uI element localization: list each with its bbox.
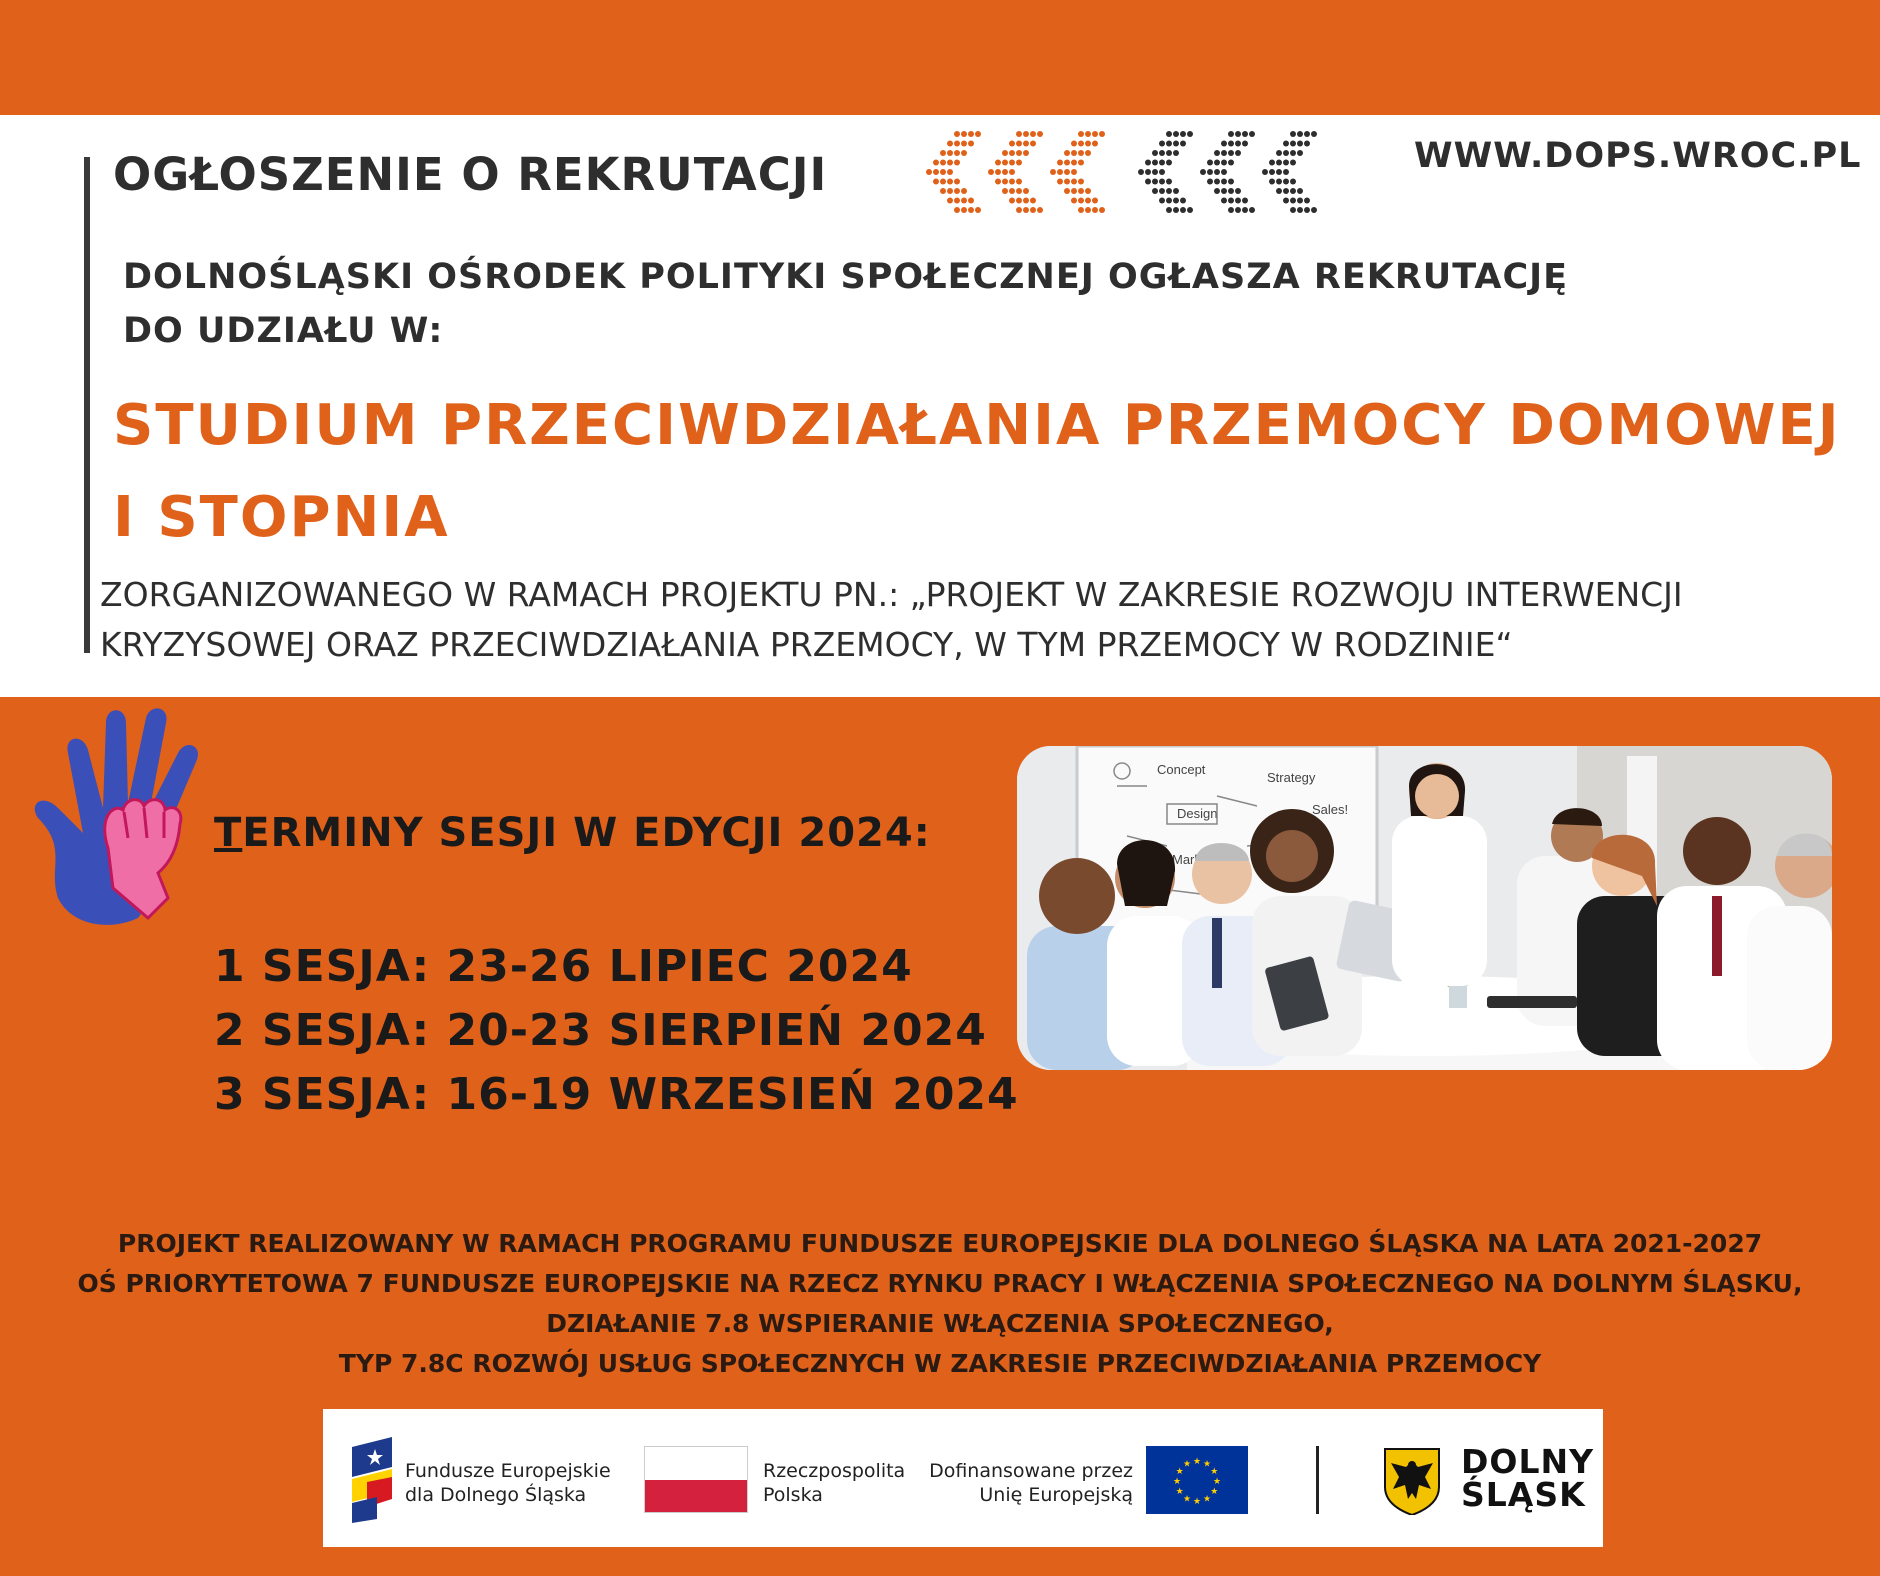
project-line: ZORGANIZOWANEGO W RAMACH PROJEKTU PN.: „PROJEKT W ZAKRESIE ROZWOJU INTERWENCJI — [100, 575, 1683, 614]
program-line: TYP 7.8C ROZWÓJ USŁUG SPOŁECZNYCH W ZAKRESIE PRZECIWDZIAŁANIA PRZEMOCY — [338, 1349, 1542, 1378]
program-line: OŚ PRIORYTETOWA 7 FUNDUSZE EUROPEJSKIE NA RZECZ RYNKU PRACY I WŁĄCZENIA SPOŁECZNEGO NA DOLNYM ŚLĄSKU, — [77, 1269, 1803, 1298]
intro-line: DOLNOŚLĄSKI OŚRODEK POLITYKI SPOŁECZNEJ OGŁASZA REKRUTACJĘ — [123, 257, 1569, 297]
dolny-slask-logo-text — [1461, 1442, 1594, 1514]
dotted-chevrons-icon — [925, 128, 1330, 218]
meeting-illustration — [1017, 746, 1832, 1070]
eu-line: Unię Europejską — [979, 1484, 1133, 1506]
session-item: 3 SESJA: 16-19 WRZESIEŃ 2024 — [214, 1069, 1019, 1120]
svg-text:★: ★ — [1192, 1497, 1202, 1507]
svg-text:★: ★ — [1175, 1467, 1184, 1477]
rp-line: Rzeczpospolita — [763, 1460, 906, 1482]
svg-text:★: ★ — [1212, 1477, 1222, 1487]
sessions-list — [214, 935, 1019, 1127]
intro-text — [123, 250, 1568, 358]
project-description — [100, 570, 1683, 670]
program-info — [0, 1224, 1880, 1384]
svg-text:★: ★ — [1172, 1477, 1182, 1487]
ds-line: ŚLĄSK — [1461, 1475, 1586, 1514]
eu-line: Dofinansowane przez — [929, 1460, 1133, 1482]
whiteboard-word: Sales! — [1312, 802, 1349, 817]
rp-logo-text — [763, 1459, 905, 1507]
program-line: DZIAŁANIE 7.8 WSPIERANIE WŁĄCZENIA SPOŁECZNEGO, — [546, 1309, 1334, 1338]
project-line: KRYZYSOWEJ ORAZ PRZECIWDZIAŁANIA PRZEMOCY, W TYM PRZEMOCY W RODZINIE“ — [100, 625, 1513, 664]
rp-line: Polska — [763, 1484, 823, 1506]
svg-text:★: ★ — [1202, 1494, 1212, 1505]
intro-line: DO UDZIAŁU W: — [123, 311, 444, 351]
top-orange-band — [0, 0, 1880, 115]
svg-text:★: ★ — [1182, 1494, 1192, 1505]
svg-text:★: ★ — [1182, 1459, 1192, 1470]
fundusze-europejskie-logo-icon — [347, 1437, 397, 1523]
sessions-heading — [214, 810, 931, 856]
meeting-photo — [1017, 746, 1832, 1070]
accent-vertical-bar — [84, 157, 90, 653]
eu-logo-text — [923, 1459, 1133, 1507]
course-title-line: STUDIUM PRZECIWDZIAŁANIA PRZEMOCY DOMOWEJ — [113, 393, 1841, 458]
svg-text:★: ★ — [1210, 1487, 1219, 1497]
session-item: 2 SESJA: 20-23 SIERPIEŃ 2024 — [214, 1005, 987, 1056]
logos-divider — [1316, 1446, 1319, 1514]
sessions-heading-first-letter: T — [214, 810, 243, 856]
announcement-heading: OGŁOSZENIE O REKRUTACJI — [113, 148, 828, 201]
svg-text:★: ★ — [1192, 1457, 1202, 1467]
website-link[interactable]: WWW.DOPS.WROC.PL — [1414, 136, 1862, 176]
svg-text:★: ★ — [1175, 1487, 1184, 1497]
fe-line: Fundusze Europejskie — [405, 1460, 611, 1482]
whiteboard-word: Strategy — [1267, 770, 1316, 785]
course-title — [113, 380, 1841, 564]
whiteboard-word: Design — [1177, 806, 1218, 821]
eu-flag-icon — [1146, 1446, 1248, 1514]
ds-line: DOLNY — [1461, 1442, 1594, 1481]
session-item: 1 SESJA: 23-26 LIPIEC 2024 — [214, 941, 913, 992]
funding-logos-strip — [323, 1409, 1603, 1547]
program-line: PROJEKT REALIZOWANY W RAMACH PROGRAMU FUNDUSZE EUROPEJSKIE DLA DOLNEGO ŚLĄSKA NA LATA 2021-2027 — [117, 1229, 1763, 1258]
svg-text:★: ★ — [1202, 1459, 1212, 1470]
fe-line: dla Dolnego Śląska — [405, 1484, 587, 1506]
lower-silesia-crest-icon — [1383, 1447, 1441, 1515]
course-title-line: I STOPNIA — [113, 485, 450, 550]
fe-logo-text — [405, 1459, 611, 1507]
sessions-heading-rest: ERMINY SESJI W EDYCJI 2024: — [242, 810, 931, 856]
hand-fist-icon — [28, 698, 218, 932]
poland-flag-icon — [644, 1446, 748, 1513]
svg-text:★: ★ — [1210, 1467, 1219, 1477]
whiteboard-word: Concept — [1157, 762, 1206, 777]
